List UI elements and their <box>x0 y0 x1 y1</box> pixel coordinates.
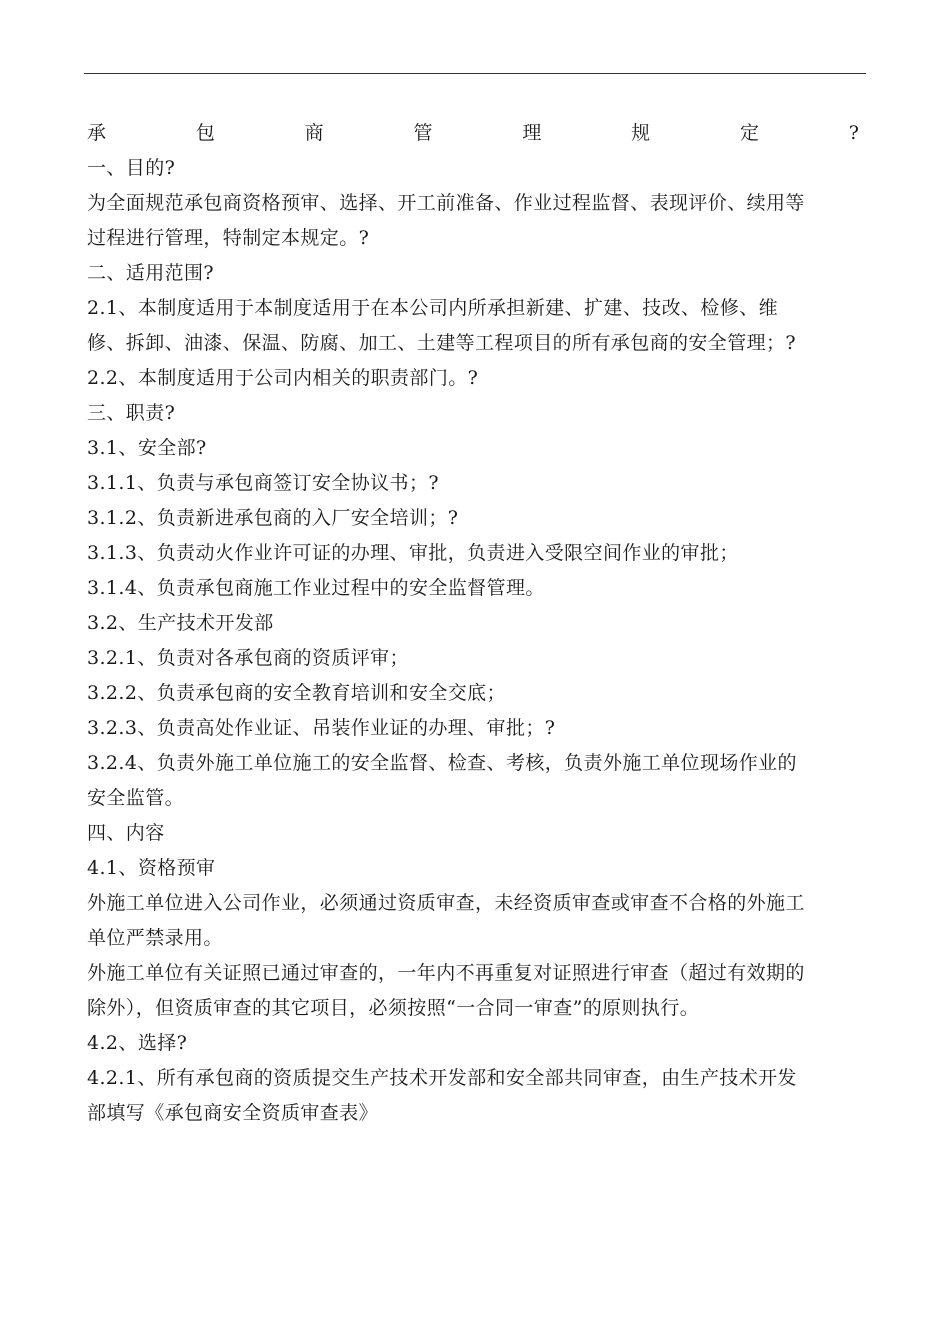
text-line: 三、职责? <box>87 402 176 424</box>
text-line: 安全监管。 <box>87 787 185 809</box>
title-char: ? <box>848 122 859 144</box>
title-char: 承 <box>87 122 107 144</box>
text-line: 除外），但资质审查的其它项目，必须按照“一合同一审查”的原则执行。 <box>87 997 700 1019</box>
text-line: 3.2.1、负责对各承包商的资质评审； <box>87 647 409 669</box>
document-body <box>87 116 859 1131</box>
text-line: 4.2.1、所有承包商的资质提交生产技术开发部和安全部共同审查，由生产技术开发 <box>87 1067 797 1089</box>
text-line: 3.1.3、负责动火作业许可证的办理、审批，负责进入受限空间作业的审批； <box>87 542 739 564</box>
text-line: 外施工单位有关证照已通过审查的，一年内不再重复对证照进行审查（超过有效期的 <box>87 962 805 984</box>
title-char: 商 <box>304 122 324 144</box>
title-char: 包 <box>195 122 215 144</box>
text-line: 为全面规范承包商资格预审、选择、开工前准备、作业过程监督、表现评价、续用等 <box>87 192 805 214</box>
text-line: 二、适用范围? <box>87 262 214 284</box>
text-line: 3.2.2、负责承包商的安全教育培训和安全交底； <box>87 682 506 704</box>
text-line: 3.1.4、负责承包商施工作业过程中的安全监督管理。 <box>87 577 545 599</box>
text-line: 3.2.3、负责高处作业证、吊装作业证的办理、审批；? <box>87 717 556 739</box>
text-line: 四、内容 <box>87 822 165 844</box>
text-line: 4.1、资格预审 <box>87 857 216 879</box>
text-line: 3.1.2、负责新进承包商的入厂安全培训；? <box>87 507 459 529</box>
text-line: 3.2.4、负责外施工单位施工的安全监督、检查、考核，负责外施工单位现场作业的 <box>87 752 797 774</box>
text-line: 2.1、本制度适用于本制度适用于在本公司内所承担新建、扩建、技改、检修、维 <box>87 297 779 319</box>
text-line: 3.1、安全部? <box>87 437 207 459</box>
title-char: 管 <box>413 122 433 144</box>
text-line: 外施工单位进入公司作业，必须通过资质审查，未经资质审查或审查不合格的外施工 <box>87 892 805 914</box>
title-char: 规 <box>631 122 651 144</box>
text-line: 2.2、本制度适用于公司内相关的职责部门。? <box>87 367 479 389</box>
title-char: 理 <box>522 122 542 144</box>
text-line: 一、目的? <box>87 157 176 179</box>
text-line: 4.2、选择? <box>87 1032 188 1054</box>
text-line: 修、拆卸、油漆、保温、防腐、加工、土建等工程项目的所有承包商的安全管理；? <box>87 332 796 354</box>
header-rule <box>84 73 866 74</box>
text-line: 3.2、生产技术开发部 <box>87 612 274 634</box>
title-char: 定 <box>739 122 759 144</box>
text-line: 部填写《承包商安全资质审查表》 <box>87 1102 379 1124</box>
text-line: 单位严禁录用。 <box>87 927 223 949</box>
text-line: 过程进行管理，特制定本规定。? <box>87 227 370 249</box>
text-line: 3.1.1、负责与承包商签订安全协议书；? <box>87 472 439 494</box>
document-title <box>87 116 859 151</box>
